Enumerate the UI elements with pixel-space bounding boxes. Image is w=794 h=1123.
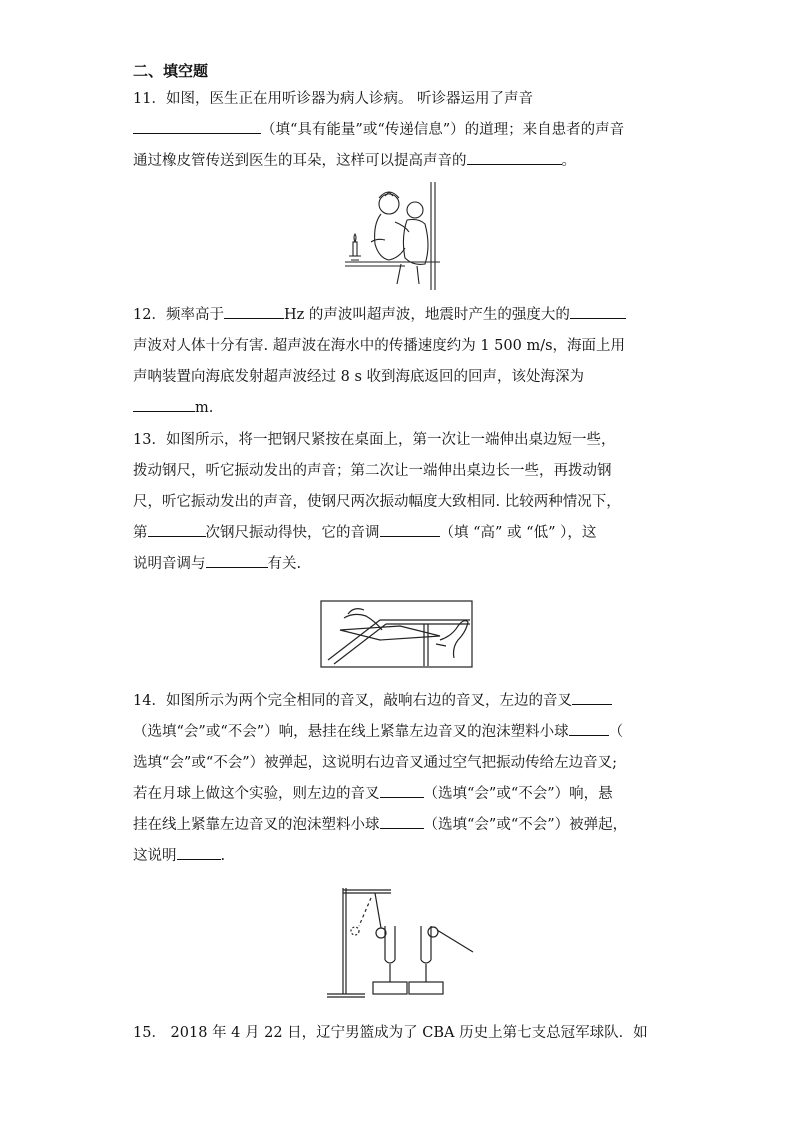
q11-line1: 11．如图，医生正在用听诊器为病人诊病。 听诊器运用了声音 — [133, 91, 534, 107]
question-12: 12．频率高于 Hz 的声波叫超声波，地震时产生的强度大的 声波对人体十分有害. 超声波在海水中的传播速度约为 1 500 m/s，海面上用 声呐装置向海底发射超声波经过 8 s 收到海底返回的回声，该处海深为 m. — [133, 300, 661, 424]
answer-blank[interactable] — [380, 780, 424, 798]
doctor-stethoscope-icon — [345, 182, 440, 290]
q15-line1: 15． 2018 年 4 月 22 日，辽宁男篮成为了 CBA 历史上第七支总冠军球队．如 — [133, 1025, 648, 1041]
tuning-forks-figure — [325, 886, 475, 1001]
q11-line3-text: 通过橡皮管传送到医生的耳朵，这样可以提高声音的 — [133, 153, 467, 169]
answer-blank[interactable] — [570, 301, 626, 319]
question-11: 11．如图，医生正在用听诊器为病人诊病。 听诊器运用了声音 （填“具有能量”或“传递信息”）的道理；来自患者的声音 通过橡皮管传送到医生的耳朵，这样可以提高声音的 。 — [133, 84, 661, 177]
answer-blank[interactable] — [148, 519, 206, 537]
answer-blank[interactable] — [177, 842, 221, 860]
doctor-stethoscope-figure — [345, 182, 440, 290]
q12-line2: 声波对人体十分有害. 超声波在海水中的传播速度约为 1 500 m/s，海面上用 — [133, 338, 626, 354]
answer-blank[interactable] — [380, 519, 440, 537]
answer-blank[interactable] — [467, 147, 562, 165]
q13-line2: 拨动钢尺，听它振动发出的声音；第二次让一端伸出桌边长一些，再拨动钢 — [133, 463, 612, 479]
answer-blank[interactable] — [569, 718, 609, 736]
steel-ruler-figure — [320, 600, 475, 670]
answer-blank[interactable] — [380, 811, 424, 829]
q11-line2-text: （填“具有能量”或“传递信息”）的道理；来自患者的声音 — [261, 122, 625, 138]
answer-blank[interactable] — [206, 550, 268, 568]
question-14: 14．如图所示为两个完全相同的音叉，敲响右边的音叉，左边的音叉 （选填“会”或“不会”）响，悬挂在线上紧靠左边音叉的泡沫塑料小球 （ 选填“会”或“不会”）被弹起，这说明右边音叉通过空气把振动传给左边音叉; 若在月球上做这个实验，则左边的音叉 （选填“会”或“不会”）响，悬 挂在线上紧靠左边音叉的泡沫塑料小球 （选填“会”或“不会”）被弹起， 这说明 . — [133, 686, 661, 872]
answer-blank[interactable] — [133, 394, 195, 412]
answer-blank[interactable] — [224, 301, 284, 319]
tuning-forks-icon — [325, 886, 475, 1001]
q12-line3: 声呐装置向海底发射超声波经过 8 s 收到海底返回的回声，该处海深为 — [133, 369, 584, 385]
q14-line3: 选填“会”或“不会”）被弹起，这说明右边音叉通过空气把振动传给左边音叉; — [133, 755, 618, 771]
q13-line3: 尺，听它振动发出的声音，使钢尺两次振动幅度大致相同. 比较两种情况下， — [133, 494, 621, 510]
question-13: 13．如图所示，将一把钢尺紧按在桌面上，第一次让一端伸出桌边短一些， 拨动钢尺，听它振动发出的声音；第二次让一端伸出桌边长一些，再拨动钢 尺，听它振动发出的声音，使钢尺两次振动幅度大致相同. 比较两种情况下， 第 次钢尺振动得快，它的音调 （填 “高” 或 “低” ），这 说明音调与 有关. — [133, 425, 661, 580]
q13-line1: 13．如图所示，将一把钢尺紧按在桌面上，第一次让一端伸出桌边短一些， — [133, 432, 616, 448]
answer-blank[interactable] — [133, 116, 261, 134]
steel-ruler-icon — [320, 600, 475, 670]
section-heading: 二、填空题 — [133, 62, 209, 80]
answer-blank[interactable] — [572, 687, 612, 705]
question-15 — [133, 1018, 661, 1049]
